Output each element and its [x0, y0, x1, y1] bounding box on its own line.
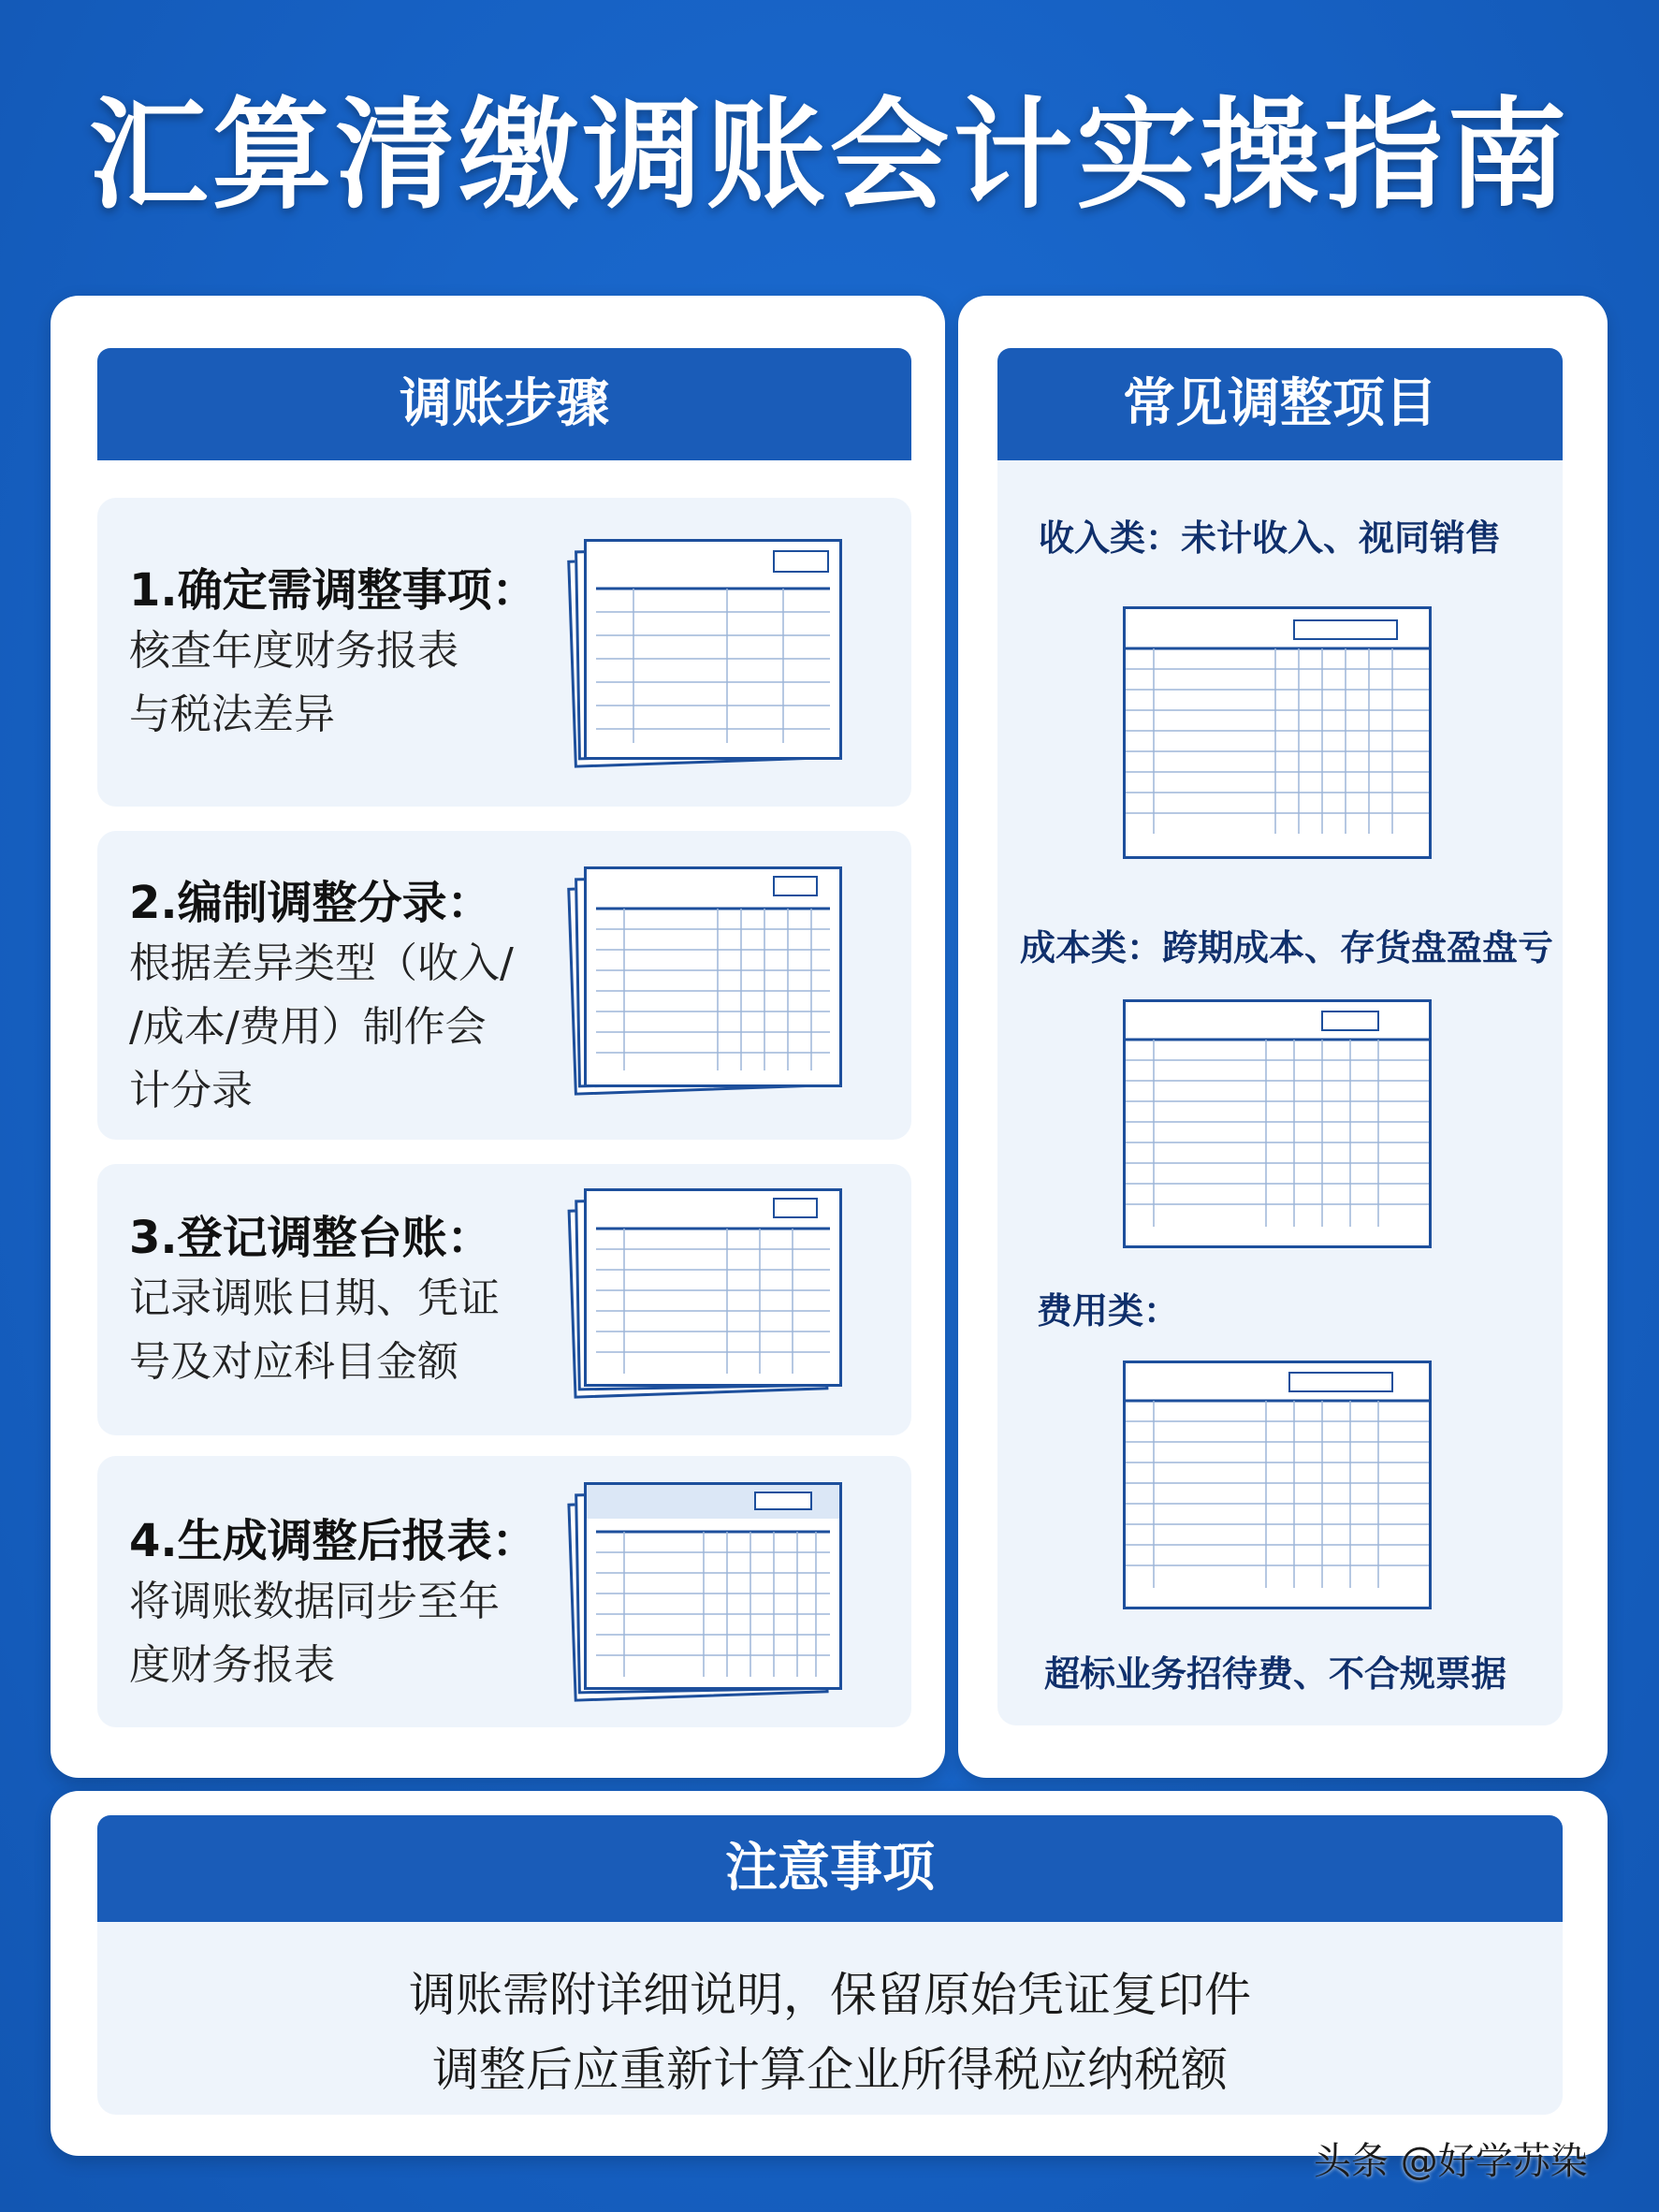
step-4-desc-line-1: 将调账数据同步至年 [129, 1578, 500, 1625]
step-2-document-icon [571, 866, 842, 1091]
notes-panel [97, 1922, 1563, 2115]
step-3 [97, 1164, 911, 1435]
step-4-document-icon [571, 1482, 842, 1697]
step-1-desc-line-2: 与税法差异 [129, 691, 335, 738]
step-4-title: 4.生成调整后报表： [129, 1515, 537, 1567]
category-income-label: 收入类：未计收入、视同销售 [1039, 517, 1502, 559]
step-1-title: 1.确定需调整事项： [129, 564, 537, 617]
notes-header: 注意事项 [97, 1815, 1563, 1922]
note-line-2: 调整后应重新计算企业所得税应纳税额 [432, 2043, 1228, 2097]
step-2-desc-line-3: 计分录 [129, 1067, 253, 1114]
step-2-title: 2.编制调整分录： [129, 877, 492, 929]
step-3-desc-line-1: 记录调账日期、凭证 [129, 1274, 500, 1322]
expense-form-icon [1123, 1361, 1432, 1609]
category-expense-detail: 超标业务招待费、不合规票据 [1044, 1653, 1507, 1695]
watermark: 头条 @好学苏染 [1314, 2140, 1588, 2183]
step-4 [97, 1456, 911, 1727]
step-4-desc-line-2: 度财务报表 [129, 1641, 335, 1689]
step-1 [97, 498, 911, 807]
step-3-document-icon [571, 1188, 842, 1394]
step-1-desc-line-1: 核查年度财务报表 [129, 627, 458, 675]
step-3-title: 3.登记调整台账： [129, 1212, 492, 1264]
step-3-desc-line-2: 号及对应科目金额 [129, 1338, 458, 1386]
step-1-document-icon [571, 539, 842, 764]
step-2-desc-line-1: 根据差异类型（收入/ [129, 939, 514, 987]
income-form-icon [1123, 606, 1432, 859]
steps-header: 调账步骤 [97, 348, 911, 460]
category-cost-label: 成本类：跨期成本、存货盘盈盘亏 [1020, 927, 1554, 968]
category-expense-label: 费用类： [1037, 1290, 1180, 1332]
step-2-desc-line-2: /成本/费用）制作会 [129, 1003, 487, 1051]
items-header: 常见调整项目 [997, 348, 1563, 460]
note-line-1: 调账需附详细说明，保留原始凭证复印件 [409, 1968, 1251, 2022]
step-2 [97, 831, 911, 1140]
page-title: 汇算清缴调账会计实操指南 [88, 86, 1571, 226]
cost-form-icon [1123, 999, 1432, 1248]
